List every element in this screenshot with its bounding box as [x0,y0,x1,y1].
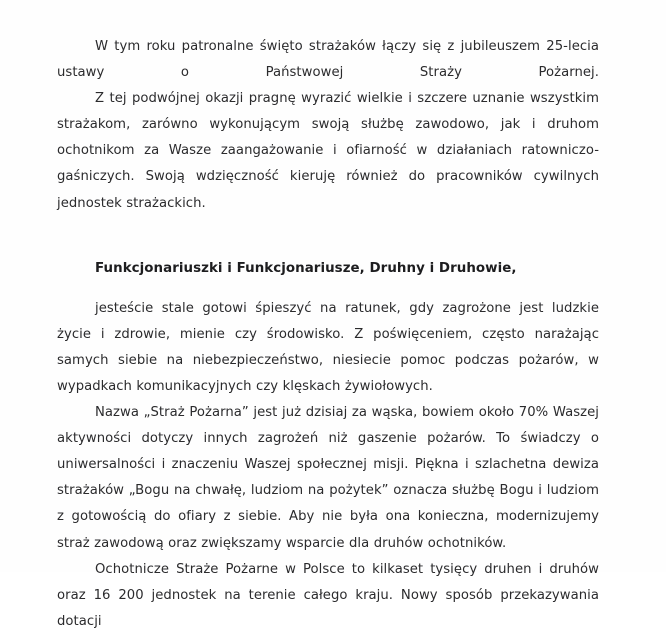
document-text-body [57,34,599,635]
paragraph-readiness: jesteście stale gotowi śpieszyć na ratunek, gdy zagrożone jest ludzkie życie i zdrowie, mienie czy środowisko. Z poświęceniem, często narażając samych siebie na niebezpieczeństwo, niesiecie pomoc podczas pożarów, w wypadkach komunikacyjnych czy klęskach żywiołowych. [57,300,599,394]
spacer-before-heading [57,217,599,256]
paragraph-name-motto: Nazwa „Straż Pożarna” jest już dzisiaj za wąska, bowiem około 70% Waszej aktywności dotyczy innych zagrożeń niż gaszenie pożarów. To świadczy o uniwersalności i znaczeniu Waszej społecznej misji. Piękna i szlachetna dewiza strażaków „Bogu na chwałę, ludziom na pożytek” oznacza służbę Bogu i ludziom z gotowością do ofiary z siebie. Aby nie była ona konieczna, modernizujemy straż zawodową oraz zwiększamy wsparcie dla druhów ochotników. [57,405,599,551]
paragraph-volunteer-units: Ochotnicze Straże Pożarne w Polsce to kilkaset tysięcy druhen i druhów oraz 16 200 jednostek na terenie całego kraju. Nowy sposób przekazywania dotacji [57,561,599,629]
paragraph-anniversary: W tym roku patronalne święto strażaków łączy się z jubileuszem 25-lecia ustawy o Państwowej Straży Pożarnej. [57,39,599,81]
salutation-heading: Funkcjonariuszki i Funkcjonariusze, Druhny i Druhowie, [95,260,517,276]
spacer-after-heading [57,282,599,296]
paragraph-gratitude: Z tej podwójnej okazji pragnę wyrazić wielkie i szczere uznanie wszystkim strażakom, zarówno wykonującym swoją służbę zawodowo, jak i druhom ochotnikom za Wasze zaangażowanie i ofiarność w działaniach ratowniczo-gaśniczych. Swoją wdzięczność kieruję również do pracowników cywilnych jednostek strażackich. [57,91,599,211]
